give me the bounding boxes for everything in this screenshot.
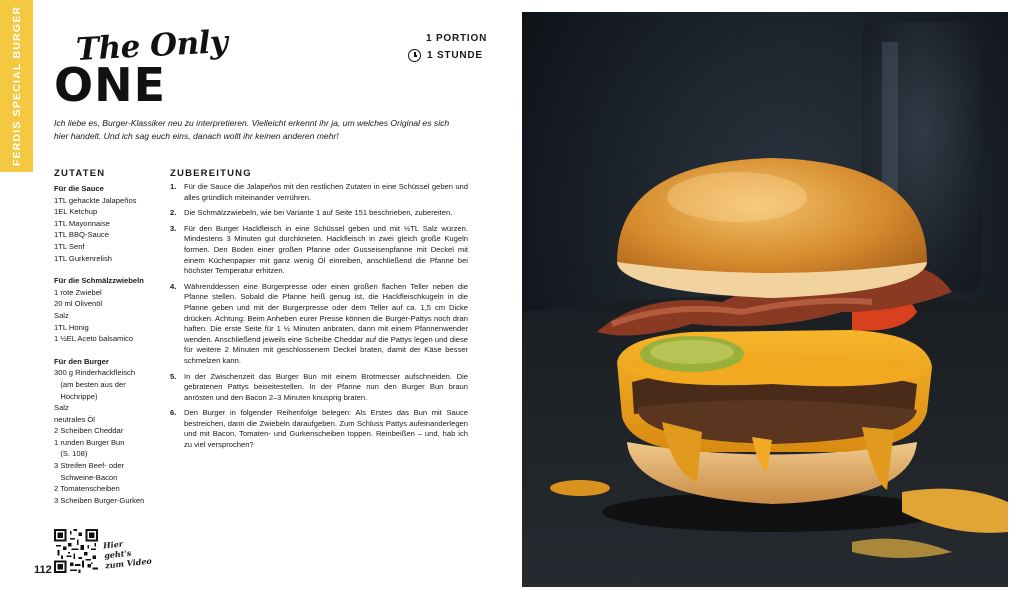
intro-text: Ich liebe es, Burger-Klassiker neu zu interpretieren. Vielleicht erkennt ihr ja, um welches Original es sich hier handelt. Und ich sag euch eins, danach wollt ihr keinen anderen mehr! <box>54 118 450 141</box>
ingredient-item: 1 runden Burger Bun <box>54 437 125 447</box>
step-text: Die Schmälzzwiebeln, wie bei Variante 1 auf Seite 151 beschrieben, zubereiten. <box>184 208 453 218</box>
section-label: FERDIS SPECIAL BURGER <box>10 5 23 167</box>
ingredient-group <box>54 183 164 264</box>
ingredient-group <box>54 275 164 345</box>
preparation-step <box>170 208 468 219</box>
ingredient-item: 1TL gehackte Jalapeños <box>54 195 137 205</box>
time-text: 1 STUNDE <box>427 50 483 61</box>
ingredient-item: 300 g Rinderhackfleisch <box>54 368 136 378</box>
step-number: 4. <box>170 281 177 291</box>
ingredient-item: 1EL Ketchup <box>54 207 98 217</box>
burger-photo <box>522 12 1008 587</box>
ingredient-item: (am besten aus der <box>54 379 126 389</box>
ingredient-item: 1TL Honig <box>54 322 89 332</box>
step-number: 6. <box>170 408 177 418</box>
preparation-step <box>170 282 468 367</box>
ingredients-list <box>54 183 164 517</box>
portion-text: 1 PORTION <box>426 33 488 44</box>
ingredient-item: 2 Tomatenscheiben <box>54 484 120 494</box>
ingredient-item: neutrales Öl <box>54 414 95 424</box>
ingredient-item: 1TL Senf <box>54 241 85 251</box>
step-number: 2. <box>170 208 177 218</box>
ingredient-item: Salz <box>54 310 69 320</box>
ingredient-item: 20 ml Olivenöl <box>54 299 103 309</box>
ingredient-item: 2 Scheiben Cheddar <box>54 426 124 436</box>
ingredient-group <box>54 356 164 507</box>
ingredient-item: Hochrippe) <box>54 391 98 401</box>
preparation-step <box>170 224 468 277</box>
preparation-step <box>170 372 468 404</box>
ingredient-item: 1TL Mayonnaise <box>54 218 110 228</box>
time-row <box>408 47 487 64</box>
ingredient-item: 1TL BBQ-Sauce <box>54 230 110 240</box>
ingredient-item: 1 ½EL Aceto balsamico <box>54 334 134 344</box>
ingredient-item: 1 rote Zwiebel <box>54 287 102 297</box>
step-text: Währenddessen eine Burgerpresse oder einen großen flachen Teller neben die Pfanne stellen. Sobald die Pfanne heiß genug ist, die Hackfleischkugeln in die Pfanne geben und mit der Burgerpresse oder dem Teller auf ca. 1,5 cm Dicke drücken. Achtung: Beim Anheben eurer Presse können die Burger-Pattys noch dran haften. Die erste Seite für 1 ½ Minuten anbraten, dann mit einem Pfannenwender wenden. Anschließend jeweils eine Scheibe Cheddar auf die Pattys legen und diese für weitere 2 Minuten mit geschlossenem Deckel braten, damit der Käse besser schmelzen kann. <box>184 281 468 365</box>
recipe-meta <box>408 30 487 64</box>
step-number: 3. <box>170 223 177 233</box>
recipe-title: ONE <box>54 58 167 112</box>
ingredient-group-title: Für den Burger <box>54 356 109 366</box>
section-side-tab <box>0 0 33 172</box>
qr-code-icon[interactable] <box>54 529 98 573</box>
step-text: Für den Burger Hackfleisch in eine Schüssel geben und mit ½TL Salz würzen. Mindestens 3 Minuten gut durchkneten. Hackfleisch in zwei gleich große Kugeln formen. Den Boden einer großen Pfanne oder Gusseisenpfanne mit Deckel mit einem Küchenpapier mit ganz wenig Öl einreiben, anschließend die Pfanne bei höchster Temperatur erhitzen. <box>184 223 468 276</box>
step-text: In der Zwischenzeit das Burger Bun mit einem Brotmesser aufschneiden. Die gebratenen Pattys beiseitestellen. In der Pfanne nun den Burger Bun braun anrösten und den Bacon 2–3 Minuten knusprig braten. <box>184 371 468 402</box>
video-note: Hier geht's zum Video <box>102 538 153 571</box>
title-script: The Only <box>75 24 229 68</box>
ingredients-heading: ZUTATEN <box>54 168 106 179</box>
step-number: 5. <box>170 371 177 381</box>
portion-row <box>408 30 487 47</box>
step-text: Für die Sauce die Jalapeños mit den restlichen Zutaten in eine Schüssel geben und alles gründlich miteinander verrühren. <box>184 182 468 202</box>
ingredient-item: Salz <box>54 403 69 413</box>
ingredient-item: (S. 108) <box>54 449 88 459</box>
clock-icon <box>408 49 421 62</box>
preparation-step <box>170 182 468 203</box>
page-number: 112 <box>34 564 52 576</box>
step-text: Den Burger in folgender Reihenfolge belegen: Als Erstes das Bun mit Sauce bestreichen, dann die Zwiebeln daraufgeben. Zum Schluss Pattys aufeinanderlegen und mit Bacon, Tomaten- und Gurkenscheiben toppen. Reinbeißen – und, hab ich zu viel versprochen? <box>184 408 468 450</box>
preparation-step <box>170 408 468 450</box>
step-number: 1. <box>170 182 177 191</box>
ingredient-item: 3 Scheiben Burger-Gurken <box>54 495 145 505</box>
preparation-heading: ZUBEREITUNG <box>170 168 252 179</box>
ingredient-group-title: Für die Schmälzzwiebeln <box>54 276 144 286</box>
ingredient-item: Schweine-Bacon <box>54 472 118 482</box>
ingredient-group-title: Für die Sauce <box>54 184 104 193</box>
ingredient-item: 3 Streifen Beef- oder <box>54 461 125 471</box>
preparation-steps <box>170 182 468 456</box>
ingredient-item: 1TL Gurkenrelish <box>54 253 112 263</box>
